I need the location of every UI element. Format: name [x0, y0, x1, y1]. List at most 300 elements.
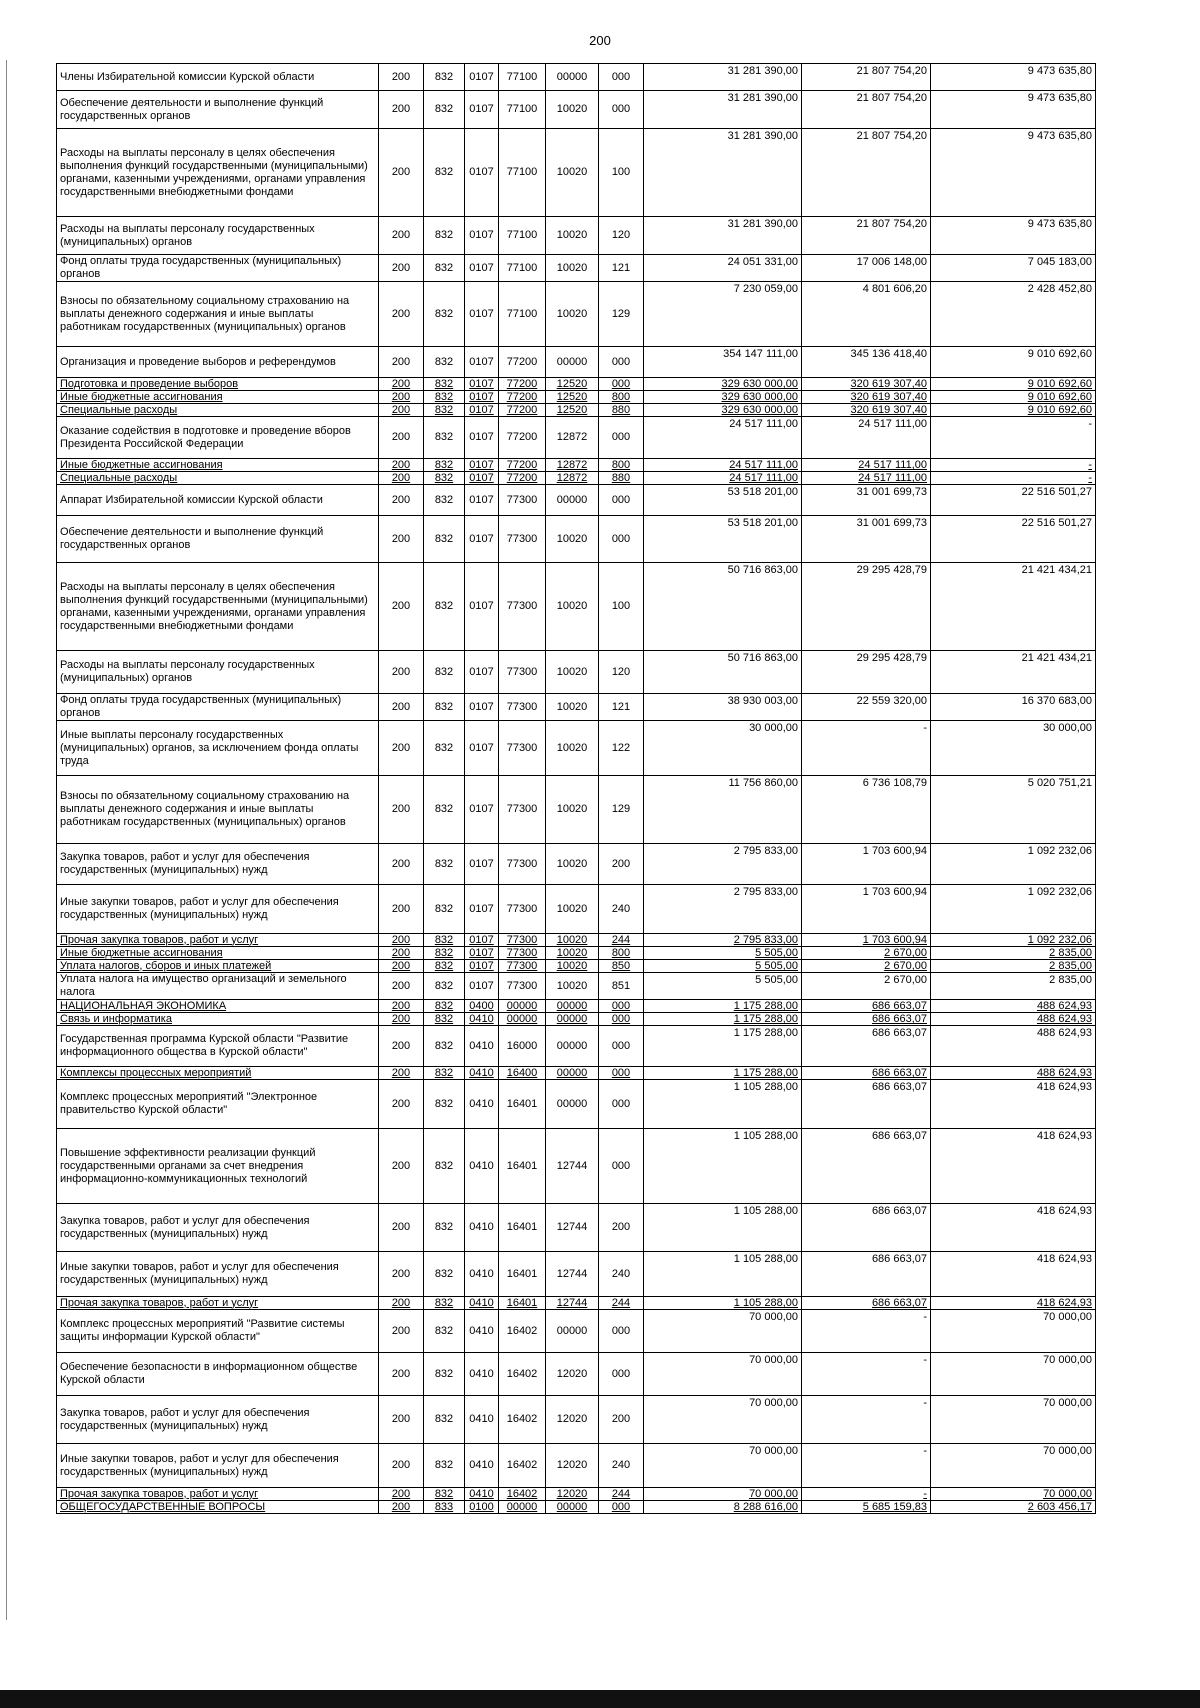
table-row: [57, 129, 1096, 217]
executed-amount-cell: 17 006 148,00: [802, 255, 931, 282]
code-program-cell: 77300: [499, 973, 546, 1000]
row-name-cell: Обеспечение безопасности в информационном обществе Курской области: [57, 1353, 379, 1396]
table-row: [57, 694, 1096, 721]
code-ved-cell: 833: [424, 1501, 465, 1514]
planned-amount-cell: 2 795 833,00: [644, 885, 802, 934]
table-row: [57, 459, 1096, 472]
code-rzpr-cell: 0107: [465, 973, 499, 1000]
code-ved-cell: 832: [424, 472, 465, 485]
planned-amount-cell: 31 281 390,00: [644, 64, 802, 91]
code-ved-cell: 832: [424, 1067, 465, 1080]
code-program-cell: 16402: [499, 1396, 546, 1444]
row-name-cell: Специальные расходы: [57, 472, 379, 485]
executed-amount-cell: 21 807 754,20: [802, 129, 931, 217]
code-rzpr-cell: 0107: [465, 472, 499, 485]
executed-amount-cell: 1 703 600,94: [802, 885, 931, 934]
planned-amount-cell: 70 000,00: [644, 1310, 802, 1353]
code-ved-cell: 832: [424, 973, 465, 1000]
code-grbs-cell: 200: [379, 973, 424, 1000]
table-row: [57, 1501, 1096, 1514]
code-direction-cell: 12872: [546, 459, 599, 472]
page-number: 200: [589, 33, 611, 48]
code-rzpr-cell: 0107: [465, 129, 499, 217]
planned-amount-cell: 5 505,00: [644, 973, 802, 1000]
remaining-amount-cell: 70 000,00: [931, 1353, 1096, 1396]
code-direction-cell: 10020: [546, 255, 599, 282]
remaining-amount-cell: 1 092 232,06: [931, 934, 1096, 947]
table-row: [57, 282, 1096, 347]
code-grbs-cell: 200: [379, 1444, 424, 1488]
table-row: [57, 885, 1096, 934]
code-ved-cell: 832: [424, 1252, 465, 1297]
code-vr-cell: 129: [599, 282, 644, 347]
code-ved-cell: 832: [424, 129, 465, 217]
code-rzpr-cell: 0107: [465, 776, 499, 844]
executed-amount-cell: 2 670,00: [802, 973, 931, 1000]
code-program-cell: 16401: [499, 1080, 546, 1129]
planned-amount-cell: 1 105 288,00: [644, 1297, 802, 1310]
row-name-cell: Расходы на выплаты персоналу в целях обеспечения выполнения функций государственными (муниципальными) органами, казенными учреждениями, органами управления государственными внебюджетными фондами: [57, 563, 379, 651]
remaining-amount-cell: 9 473 635,80: [931, 64, 1096, 91]
code-rzpr-cell: 0107: [465, 947, 499, 960]
remaining-amount-cell: 22 516 501,27: [931, 485, 1096, 516]
code-rzpr-cell: 0107: [465, 721, 499, 776]
row-name-cell: Комплекс процессных мероприятий "Электронное правительство Курской области": [57, 1080, 379, 1129]
remaining-amount-cell: 70 000,00: [931, 1310, 1096, 1353]
table-row: [57, 1129, 1096, 1204]
code-program-cell: 77200: [499, 391, 546, 404]
code-rzpr-cell: 0410: [465, 1252, 499, 1297]
code-vr-cell: 851: [599, 973, 644, 1000]
executed-amount-cell: 22 559 320,00: [802, 694, 931, 721]
executed-amount-cell: 686 663,07: [802, 1129, 931, 1204]
code-vr-cell: 200: [599, 844, 644, 885]
code-rzpr-cell: 0107: [465, 844, 499, 885]
table-row: [57, 1000, 1096, 1013]
code-grbs-cell: 200: [379, 1297, 424, 1310]
code-program-cell: 77100: [499, 282, 546, 347]
code-direction-cell: 00000: [546, 485, 599, 516]
table-row: [57, 1396, 1096, 1444]
executed-amount-cell: 686 663,07: [802, 1013, 931, 1026]
code-rzpr-cell: 0107: [465, 378, 499, 391]
code-grbs-cell: 200: [379, 1501, 424, 1514]
code-rzpr-cell: 0107: [465, 694, 499, 721]
code-ved-cell: 832: [424, 1297, 465, 1310]
remaining-amount-cell: 2 428 452,80: [931, 282, 1096, 347]
executed-amount-cell: 31 001 699,73: [802, 485, 931, 516]
executed-amount-cell: 345 136 418,40: [802, 347, 931, 378]
row-name-cell: Расходы на выплаты персоналу в целях обеспечения выполнения функций государственными (муниципальными) органами, казенными учреждениями, органами управления государственными внебюджетными фондами: [57, 129, 379, 217]
table-row: [57, 1310, 1096, 1353]
code-grbs-cell: 200: [379, 947, 424, 960]
code-rzpr-cell: 0410: [465, 1026, 499, 1067]
code-vr-cell: 240: [599, 1252, 644, 1297]
row-name-cell: Иные закупки товаров, работ и услуг для обеспечения государственных (муниципальных) нужд: [57, 885, 379, 934]
row-name-cell: НАЦИОНАЛЬНАЯ ЭКОНОМИКА: [57, 1000, 379, 1013]
remaining-amount-cell: 70 000,00: [931, 1444, 1096, 1488]
row-name-cell: ОБЩЕГОСУДАРСТВЕННЫЕ ВОПРОСЫ: [57, 1501, 379, 1514]
remaining-amount-cell: 2 835,00: [931, 960, 1096, 973]
remaining-amount-cell: -: [931, 472, 1096, 485]
row-name-cell: Государственная программа Курской области "Развитие информационного общества в Курской области": [57, 1026, 379, 1067]
code-grbs-cell: 200: [379, 255, 424, 282]
remaining-amount-cell: 2 835,00: [931, 947, 1096, 960]
code-ved-cell: 832: [424, 1000, 465, 1013]
code-vr-cell: 244: [599, 1297, 644, 1310]
code-ved-cell: 832: [424, 947, 465, 960]
table-row: [57, 1013, 1096, 1026]
executed-amount-cell: -: [802, 1353, 931, 1396]
code-vr-cell: 000: [599, 347, 644, 378]
code-vr-cell: 244: [599, 934, 644, 947]
code-program-cell: 77100: [499, 217, 546, 255]
remaining-amount-cell: 488 624,93: [931, 1013, 1096, 1026]
code-grbs-cell: 200: [379, 1396, 424, 1444]
code-vr-cell: 000: [599, 91, 644, 129]
executed-amount-cell: 686 663,07: [802, 1067, 931, 1080]
planned-amount-cell: 354 147 111,00: [644, 347, 802, 378]
executed-amount-cell: 320 619 307,40: [802, 378, 931, 391]
executed-amount-cell: -: [802, 1310, 931, 1353]
executed-amount-cell: 31 001 699,73: [802, 516, 931, 563]
code-ved-cell: 832: [424, 694, 465, 721]
code-grbs-cell: 200: [379, 1204, 424, 1252]
code-program-cell: 77300: [499, 885, 546, 934]
code-program-cell: 77300: [499, 776, 546, 844]
row-name-cell: Члены Избирательной комиссии Курской области: [57, 64, 379, 91]
code-rzpr-cell: 0107: [465, 391, 499, 404]
row-name-cell: Обеспечение деятельности и выполнение функций государственных органов: [57, 516, 379, 563]
code-grbs-cell: 200: [379, 1000, 424, 1013]
code-ved-cell: 832: [424, 459, 465, 472]
planned-amount-cell: 70 000,00: [644, 1444, 802, 1488]
row-name-cell: Оказание содействия в подготовке и проведение вборов Президента Российской Федерации: [57, 417, 379, 459]
code-vr-cell: 000: [599, 1013, 644, 1026]
code-ved-cell: 832: [424, 404, 465, 417]
code-direction-cell: 12020: [546, 1353, 599, 1396]
code-ved-cell: 832: [424, 960, 465, 973]
code-ved-cell: 832: [424, 347, 465, 378]
row-name-cell: Уплата налогов, сборов и иных платежей: [57, 960, 379, 973]
code-ved-cell: 832: [424, 64, 465, 91]
table-row: [57, 563, 1096, 651]
code-rzpr-cell: 0410: [465, 1310, 499, 1353]
code-vr-cell: 100: [599, 129, 644, 217]
row-name-cell: Специальные расходы: [57, 404, 379, 417]
code-direction-cell: 10020: [546, 91, 599, 129]
code-rzpr-cell: 0410: [465, 1204, 499, 1252]
code-vr-cell: 000: [599, 1000, 644, 1013]
code-vr-cell: 240: [599, 1444, 644, 1488]
remaining-amount-cell: 9 473 635,80: [931, 129, 1096, 217]
code-grbs-cell: 200: [379, 459, 424, 472]
code-rzpr-cell: 0107: [465, 282, 499, 347]
code-rzpr-cell: 0107: [465, 651, 499, 694]
code-vr-cell: 000: [599, 485, 644, 516]
planned-amount-cell: 50 716 863,00: [644, 563, 802, 651]
code-program-cell: 77300: [499, 960, 546, 973]
code-direction-cell: 10020: [546, 651, 599, 694]
row-name-cell: Иные закупки товаров, работ и услуг для обеспечения государственных (муниципальных) нужд: [57, 1252, 379, 1297]
budget-table: [56, 63, 1096, 1514]
code-direction-cell: 12872: [546, 417, 599, 459]
code-direction-cell: 00000: [546, 1026, 599, 1067]
code-vr-cell: 200: [599, 1204, 644, 1252]
code-program-cell: 16401: [499, 1252, 546, 1297]
code-program-cell: 16401: [499, 1297, 546, 1310]
code-program-cell: 77200: [499, 472, 546, 485]
planned-amount-cell: 5 505,00: [644, 960, 802, 973]
table-row: [57, 1297, 1096, 1310]
executed-amount-cell: 686 663,07: [802, 1026, 931, 1067]
code-direction-cell: 00000: [546, 347, 599, 378]
code-direction-cell: 10020: [546, 885, 599, 934]
table-row: [57, 721, 1096, 776]
code-direction-cell: 12520: [546, 404, 599, 417]
code-rzpr-cell: 0107: [465, 960, 499, 973]
code-program-cell: 77100: [499, 64, 546, 91]
executed-amount-cell: 320 619 307,40: [802, 391, 931, 404]
row-name-cell: Аппарат Избирательной комиссии Курской области: [57, 485, 379, 516]
planned-amount-cell: 1 105 288,00: [644, 1204, 802, 1252]
table-row: [57, 776, 1096, 844]
code-ved-cell: 832: [424, 1080, 465, 1129]
code-vr-cell: 000: [599, 1310, 644, 1353]
planned-amount-cell: 1 105 288,00: [644, 1252, 802, 1297]
remaining-amount-cell: 9 473 635,80: [931, 217, 1096, 255]
planned-amount-cell: 2 795 833,00: [644, 844, 802, 885]
executed-amount-cell: -: [802, 1488, 931, 1501]
code-program-cell: 77300: [499, 844, 546, 885]
code-ved-cell: 832: [424, 378, 465, 391]
executed-amount-cell: 29 295 428,79: [802, 651, 931, 694]
executed-amount-cell: 686 663,07: [802, 1080, 931, 1129]
code-direction-cell: 12744: [546, 1204, 599, 1252]
code-program-cell: 16000: [499, 1026, 546, 1067]
code-program-cell: 77200: [499, 404, 546, 417]
code-ved-cell: 832: [424, 1396, 465, 1444]
planned-amount-cell: 24 517 111,00: [644, 459, 802, 472]
code-vr-cell: 000: [599, 378, 644, 391]
table-row: [57, 255, 1096, 282]
code-direction-cell: 12744: [546, 1129, 599, 1204]
code-ved-cell: 832: [424, 1026, 465, 1067]
code-vr-cell: 129: [599, 776, 644, 844]
code-ved-cell: 832: [424, 721, 465, 776]
code-vr-cell: 240: [599, 885, 644, 934]
table-row: [57, 1252, 1096, 1297]
row-name-cell: Иные закупки товаров, работ и услуг для обеспечения государственных (муниципальных) нужд: [57, 1444, 379, 1488]
code-rzpr-cell: 0107: [465, 516, 499, 563]
code-grbs-cell: 200: [379, 651, 424, 694]
code-vr-cell: 121: [599, 255, 644, 282]
row-name-cell: Взносы по обязательному социальному страхованию на выплаты денежного содержания и иные выплаты работникам государственных (муниципальных) органов: [57, 282, 379, 347]
planned-amount-cell: 1 105 288,00: [644, 1129, 802, 1204]
executed-amount-cell: 2 670,00: [802, 947, 931, 960]
row-name-cell: Иные бюджетные ассигнования: [57, 391, 379, 404]
code-rzpr-cell: 0107: [465, 347, 499, 378]
table-row: [57, 651, 1096, 694]
row-name-cell: Уплата налога на имущество организаций и земельного налога: [57, 973, 379, 1000]
table-row: [57, 1353, 1096, 1396]
code-program-cell: 00000: [499, 1501, 546, 1514]
code-ved-cell: 832: [424, 1204, 465, 1252]
code-rzpr-cell: 0107: [465, 404, 499, 417]
table-row: [57, 417, 1096, 459]
code-direction-cell: 10020: [546, 973, 599, 1000]
row-name-cell: Фонд оплаты труда государственных (муниципальных) органов: [57, 255, 379, 282]
code-ved-cell: 832: [424, 1488, 465, 1501]
planned-amount-cell: 30 000,00: [644, 721, 802, 776]
code-grbs-cell: 200: [379, 391, 424, 404]
code-grbs-cell: 200: [379, 516, 424, 563]
remaining-amount-cell: 70 000,00: [931, 1396, 1096, 1444]
table-row: [57, 1067, 1096, 1080]
code-rzpr-cell: 0410: [465, 1013, 499, 1026]
executed-amount-cell: 21 807 754,20: [802, 64, 931, 91]
code-ved-cell: 832: [424, 282, 465, 347]
planned-amount-cell: 329 630 000,00: [644, 404, 802, 417]
code-direction-cell: 10020: [546, 947, 599, 960]
code-direction-cell: 00000: [546, 1013, 599, 1026]
remaining-amount-cell: -: [931, 459, 1096, 472]
code-vr-cell: 000: [599, 516, 644, 563]
code-ved-cell: 832: [424, 91, 465, 129]
table-row: [57, 844, 1096, 885]
code-program-cell: 77100: [499, 91, 546, 129]
executed-amount-cell: 4 801 606,20: [802, 282, 931, 347]
table-row: [57, 1444, 1096, 1488]
code-grbs-cell: 200: [379, 1026, 424, 1067]
code-vr-cell: 000: [599, 64, 644, 91]
row-name-cell: Взносы по обязательному социальному страхованию на выплаты денежного содержания и иные выплаты работникам государственных (муниципальных) органов: [57, 776, 379, 844]
code-grbs-cell: 200: [379, 485, 424, 516]
code-grbs-cell: 200: [379, 844, 424, 885]
executed-amount-cell: 24 517 111,00: [802, 472, 931, 485]
planned-amount-cell: 70 000,00: [644, 1396, 802, 1444]
code-program-cell: 16401: [499, 1204, 546, 1252]
planned-amount-cell: 70 000,00: [644, 1353, 802, 1396]
code-program-cell: 77300: [499, 563, 546, 651]
remaining-amount-cell: 418 624,93: [931, 1129, 1096, 1204]
row-name-cell: Прочая закупка товаров, работ и услуг: [57, 934, 379, 947]
row-name-cell: Организация и проведение выборов и референдумов: [57, 347, 379, 378]
code-grbs-cell: 200: [379, 472, 424, 485]
code-grbs-cell: 200: [379, 960, 424, 973]
code-vr-cell: 800: [599, 459, 644, 472]
code-direction-cell: 00000: [546, 1000, 599, 1013]
code-ved-cell: 832: [424, 391, 465, 404]
remaining-amount-cell: 7 045 183,00: [931, 255, 1096, 282]
table-row: [57, 404, 1096, 417]
table-row: [57, 64, 1096, 91]
code-program-cell: 77300: [499, 934, 546, 947]
planned-amount-cell: 1 175 288,00: [644, 1067, 802, 1080]
remaining-amount-cell: 9 010 692,60: [931, 347, 1096, 378]
code-direction-cell: 10020: [546, 516, 599, 563]
remaining-amount-cell: 9 010 692,60: [931, 404, 1096, 417]
code-direction-cell: 10020: [546, 934, 599, 947]
row-name-cell: Прочая закупка товаров, работ и услуг: [57, 1297, 379, 1310]
code-direction-cell: 12872: [546, 472, 599, 485]
planned-amount-cell: 31 281 390,00: [644, 91, 802, 129]
executed-amount-cell: 686 663,07: [802, 1000, 931, 1013]
code-rzpr-cell: 0107: [465, 485, 499, 516]
code-vr-cell: 000: [599, 1353, 644, 1396]
row-name-cell: Расходы на выплаты персоналу государственных (муниципальных) органов: [57, 217, 379, 255]
code-vr-cell: 000: [599, 1501, 644, 1514]
code-program-cell: 16400: [499, 1067, 546, 1080]
table-row: [57, 1488, 1096, 1501]
code-vr-cell: 800: [599, 947, 644, 960]
code-program-cell: 00000: [499, 1000, 546, 1013]
planned-amount-cell: 5 505,00: [644, 947, 802, 960]
planned-amount-cell: 70 000,00: [644, 1488, 802, 1501]
planned-amount-cell: 8 288 616,00: [644, 1501, 802, 1514]
remaining-amount-cell: 22 516 501,27: [931, 516, 1096, 563]
code-rzpr-cell: 0107: [465, 934, 499, 947]
code-vr-cell: 000: [599, 417, 644, 459]
remaining-amount-cell: 1 092 232,06: [931, 885, 1096, 934]
row-name-cell: Обеспечение деятельности и выполнение функций государственных органов: [57, 91, 379, 129]
code-grbs-cell: 200: [379, 347, 424, 378]
table-row: [57, 1204, 1096, 1252]
code-program-cell: 77300: [499, 485, 546, 516]
code-ved-cell: 832: [424, 1444, 465, 1488]
code-ved-cell: 832: [424, 485, 465, 516]
planned-amount-cell: 53 518 201,00: [644, 516, 802, 563]
code-vr-cell: 121: [599, 694, 644, 721]
code-vr-cell: 000: [599, 1080, 644, 1129]
remaining-amount-cell: 2 603 456,17: [931, 1501, 1096, 1514]
code-ved-cell: 832: [424, 217, 465, 255]
planned-amount-cell: 7 230 059,00: [644, 282, 802, 347]
code-rzpr-cell: 0107: [465, 217, 499, 255]
code-program-cell: 16402: [499, 1353, 546, 1396]
table-row: [57, 217, 1096, 255]
remaining-amount-cell: 9 010 692,60: [931, 391, 1096, 404]
row-name-cell: Комплекс процессных мероприятий "Развитие системы защиты информации Курской области": [57, 1310, 379, 1353]
code-vr-cell: 000: [599, 1067, 644, 1080]
code-direction-cell: 10020: [546, 563, 599, 651]
table-row: [57, 947, 1096, 960]
planned-amount-cell: 31 281 390,00: [644, 217, 802, 255]
executed-amount-cell: 5 685 159,83: [802, 1501, 931, 1514]
planned-amount-cell: 329 630 000,00: [644, 391, 802, 404]
code-rzpr-cell: 0107: [465, 417, 499, 459]
code-grbs-cell: 200: [379, 1488, 424, 1501]
code-grbs-cell: 200: [379, 776, 424, 844]
code-ved-cell: 832: [424, 1310, 465, 1353]
code-direction-cell: 10020: [546, 844, 599, 885]
code-vr-cell: 244: [599, 1488, 644, 1501]
executed-amount-cell: -: [802, 721, 931, 776]
row-name-cell: Комплексы процессных мероприятий: [57, 1067, 379, 1080]
code-direction-cell: 12520: [546, 378, 599, 391]
code-ved-cell: 832: [424, 417, 465, 459]
executed-amount-cell: 320 619 307,40: [802, 404, 931, 417]
remaining-amount-cell: 418 624,93: [931, 1252, 1096, 1297]
planned-amount-cell: 1 175 288,00: [644, 1026, 802, 1067]
code-vr-cell: 100: [599, 563, 644, 651]
remaining-amount-cell: 5 020 751,21: [931, 776, 1096, 844]
code-grbs-cell: 200: [379, 1067, 424, 1080]
code-vr-cell: 122: [599, 721, 644, 776]
executed-amount-cell: 1 703 600,94: [802, 844, 931, 885]
row-name-cell: Закупка товаров, работ и услуг для обеспечения государственных (муниципальных) нужд: [57, 1396, 379, 1444]
code-rzpr-cell: 0107: [465, 459, 499, 472]
